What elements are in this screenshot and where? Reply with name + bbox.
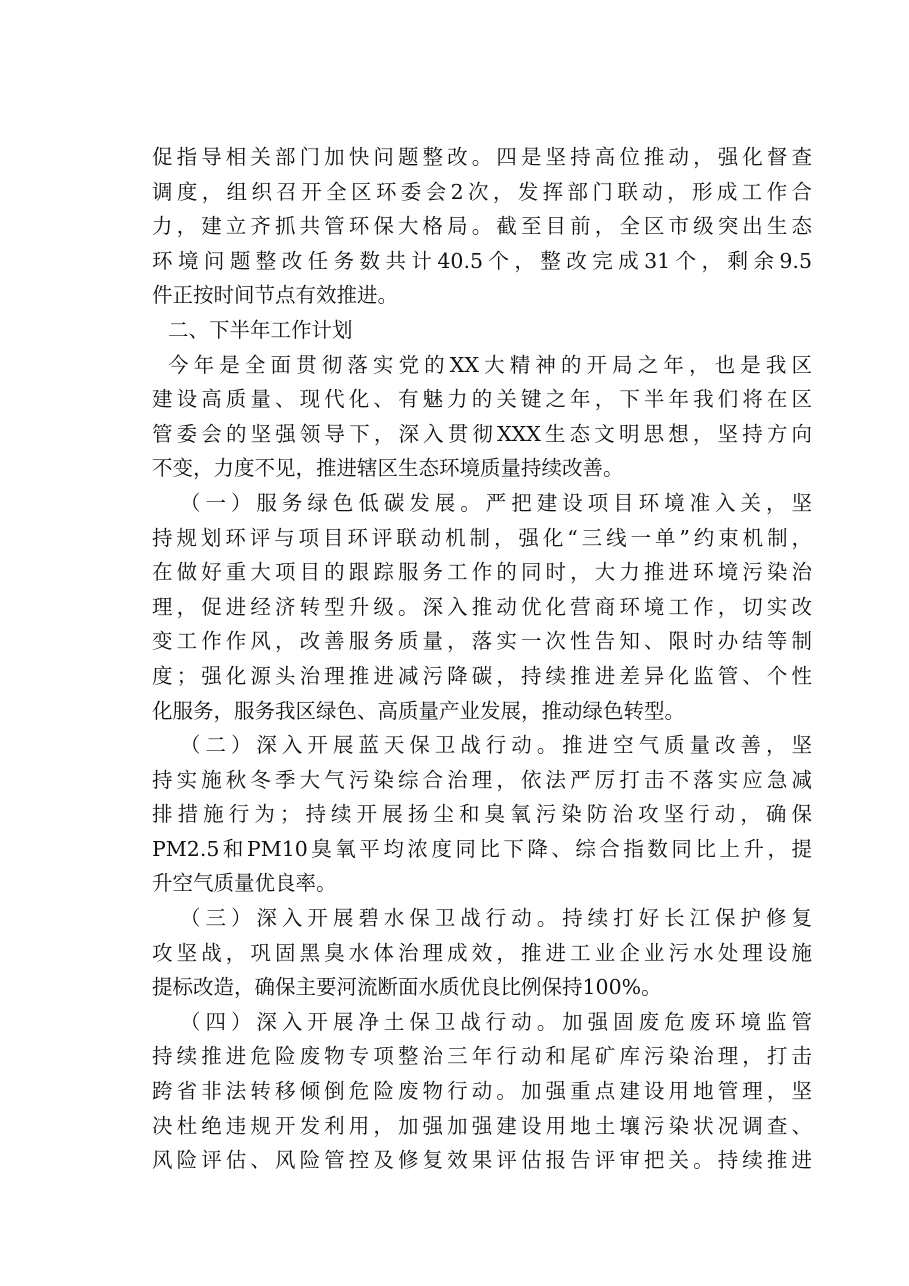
text-line: 管委会的坚强领导下，深入贯彻XXX生态文明思想，坚持方向: [152, 421, 812, 446]
text-line: 在做好重大项目的跟踪服务工作的同时，大力推进环境污染治: [152, 560, 812, 585]
subsection-line: （三）深入开展碧水保卫战行动。持续打好长江保护修复: [180, 906, 812, 931]
text-line: PM2.5和PM10臭氧平均浓度同比下降、综合指数同比上升，提: [152, 836, 812, 861]
text-line: 不变，力度不见，推进辖区生态环境质量持续改善。: [152, 456, 624, 481]
subsection-line: （四）深入开展净土保卫战行动。加强固废危废环境监管: [180, 1009, 812, 1034]
text-line: 环境问题整改任务数共计40.5个，整改完成31个，剩余9.5: [152, 248, 812, 273]
text-line: 今年是全面贯彻落实党的XX大精神的开局之年，也是我区: [168, 352, 812, 377]
text-line: 件正按时间节点有效推进。: [152, 283, 398, 308]
text-line: 排措施行为；持续开展扬尘和臭氧污染防治攻坚行动，确保: [152, 802, 812, 827]
text-line: 调度，组织召开全区环委会2次，发挥部门联动，形成工作合: [152, 179, 812, 204]
text-line: 持续推进危险废物专项整治三年行动和尾矿库污染治理，打击: [152, 1044, 812, 1069]
text-line: 攻坚战，巩固黑臭水体治理成效，推进工业企业污水处理设施: [152, 940, 812, 965]
document-body: [152, 140, 812, 1178]
text-line: 风险评估、风险管控及修复效果评估报告评审把关。持续推进: [152, 1148, 812, 1173]
subsection-line: （二）深入开展蓝天保卫战行动。推进空气质量改善，坚: [180, 733, 812, 758]
text-line: 跨省非法转移倾倒危险废物行动。加强重点建设用地管理，坚: [152, 1079, 812, 1104]
text-line: 持规划环评与项目环评联动机制，强化“三线一单”约束机制，: [152, 525, 812, 550]
text-line: 促指导相关部门加快问题整改。四是坚持高位推动，强化督查: [152, 145, 812, 169]
text-line: 持实施秋冬季大气污染综合治理，依法严厉打击不落实应急减: [152, 767, 812, 792]
text-line: 度；强化源头治理推进减污降碳，持续推进差异化监管、个性: [152, 663, 812, 688]
text-line: 理，促进经济转型升级。深入推动优化营商环境工作，切实改: [152, 594, 812, 619]
text-line: 决杜绝违规开发利用，加强加强建设用地土壤污染状况调查、: [152, 1113, 812, 1138]
section-heading: 二、下半年工作计划: [168, 317, 353, 342]
text-line: 力，建立齐抓共管环保大格局。截至目前，全区市级突出生态: [152, 214, 812, 239]
text-line: 化服务，服务我区绿色、高质量产业发展，推动绿色转型。: [152, 698, 685, 723]
text-line: 升空气质量优良率。: [152, 871, 337, 896]
text-line: 提标改造，确保主要河流断面水质优良比例保持100%。: [152, 975, 662, 1000]
text-line: 建设高质量、现代化、有魅力的关键之年，下半年我们将在区: [152, 387, 812, 412]
text-line: 变工作作风，改善服务质量，落实一次性告知、限时办结等制: [152, 629, 812, 654]
subsection-line: （一）服务绿色低碳发展。严把建设项目环境准入关，坚: [180, 490, 812, 515]
